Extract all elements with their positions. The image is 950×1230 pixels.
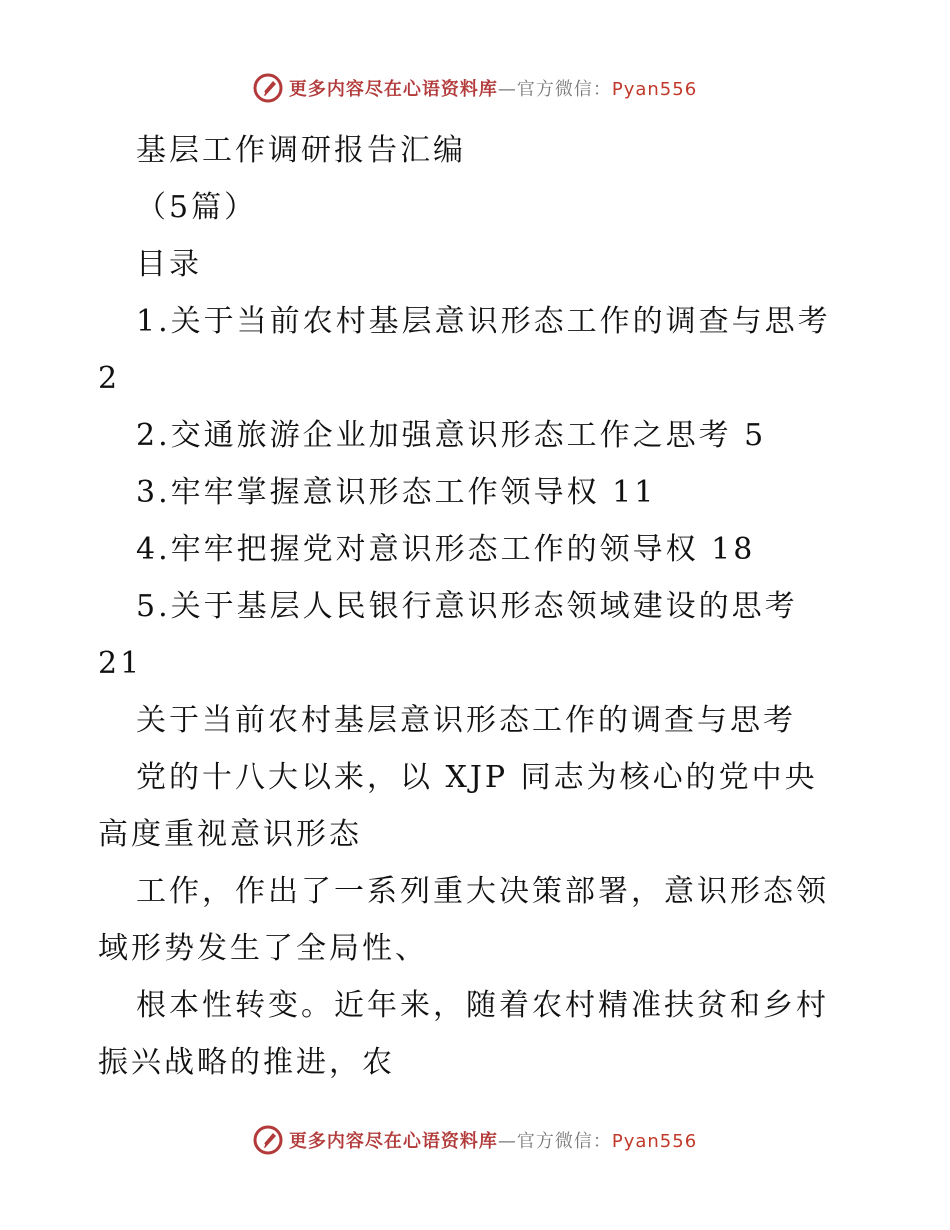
banner-wechat-id: Pyan556 (611, 1131, 698, 1152)
paragraph-line: 工作，作出了一系列重大决策部署，意识形态领 (136, 874, 829, 909)
paragraph-line: 振兴战略的推进，农 (98, 1045, 395, 1080)
paragraph-line: 域形势发生了全局性、 (98, 931, 428, 966)
banner-wechat-label: 官方微信： (516, 1131, 612, 1152)
document-body (98, 122, 858, 1091)
banner-text (289, 75, 697, 101)
paragraph-line: 根本性转变。近年来，随着农村精准扶贫和乡村 (136, 988, 829, 1023)
paragraph-line: 高度重视意识形态 (98, 817, 362, 852)
brand-logo-icon (253, 73, 283, 103)
banner-separator: — (497, 1131, 517, 1152)
banner-main-text: 更多内容尽在心语资料库 (288, 1131, 498, 1152)
toc-item-2: 2.交通旅游企业加强意识形态工作之思考 5 (136, 418, 767, 453)
toc-item-1: 1.关于当前农村基层意识形态工作的调查与思考 (136, 304, 831, 339)
brand-logo-icon (253, 1125, 283, 1155)
document-subtitle: （5篇） (136, 190, 258, 225)
toc-item-3: 3.牢牢掌握意识形态工作领导权 11 (136, 475, 657, 510)
toc-item-5: 5.关于基层人民银行意识形态领域建设的思考 (136, 589, 798, 624)
toc-item-5-page: 21 (98, 646, 143, 681)
banner-wechat-id: Pyan556 (611, 79, 698, 100)
footer-banner (0, 1120, 950, 1160)
document-title: 基层工作调研报告汇编 (136, 133, 466, 168)
toc-heading: 目录 (136, 247, 202, 282)
banner-text (289, 1127, 697, 1153)
toc-item-4: 4.牢牢把握党对意识形态工作的领导权 18 (136, 532, 756, 567)
banner-separator: — (497, 79, 517, 100)
banner-wechat-label: 官方微信： (516, 79, 612, 100)
section-heading: 关于当前农村基层意识形态工作的调查与思考 (136, 703, 796, 738)
toc-item-1-page: 2 (98, 361, 121, 396)
paragraph-line: 党的十八大以来，以 XJP 同志为核心的党中央 (136, 760, 818, 795)
header-banner (0, 68, 950, 108)
banner-main-text: 更多内容尽在心语资料库 (288, 79, 498, 100)
